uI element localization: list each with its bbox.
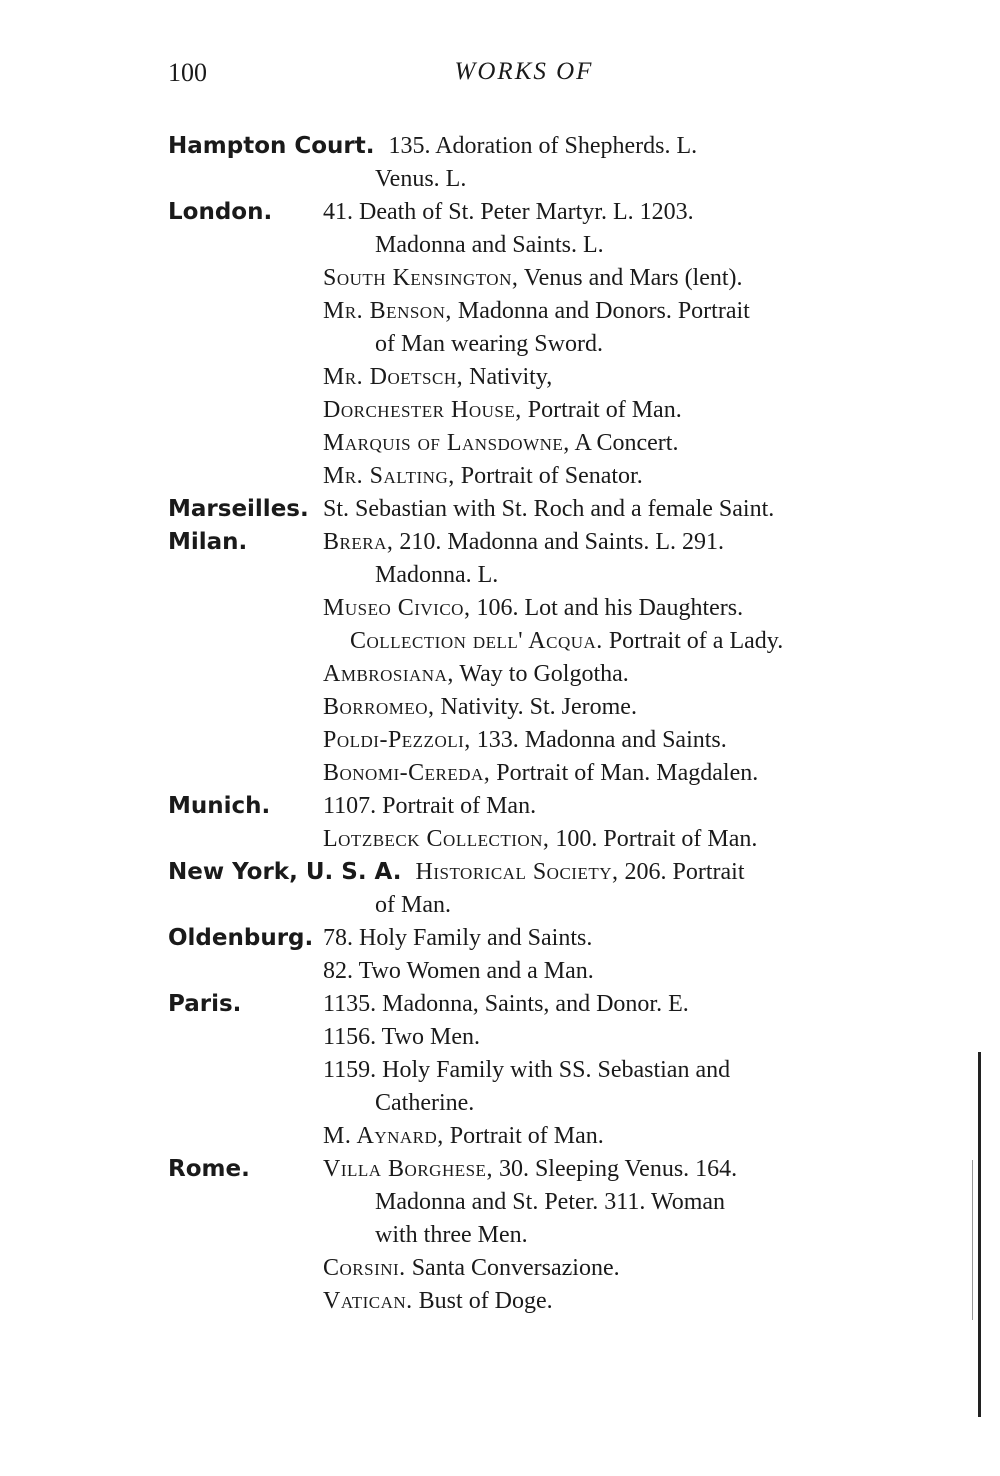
entry-line: 82. Two Women and a Man. [323, 958, 594, 984]
place-name: Munich. [168, 793, 271, 819]
entry-line: South Kensington, Venus and Mars (lent). [323, 265, 743, 291]
entry-line: 1156. Two Men. [323, 1024, 480, 1050]
entry-hampton-court [168, 130, 880, 196]
collection-name: Poldi-Pezzoli, [323, 727, 471, 753]
collection-name: Villa Borghese, [323, 1156, 493, 1182]
collection-name: Collection dell' Acqua. [350, 628, 603, 654]
entry-paris [168, 988, 880, 1153]
place-name: Paris. [168, 991, 242, 1017]
collection-name: M. Aynard, [323, 1123, 444, 1149]
collection-name: Bonomi-Cereda, [323, 760, 491, 786]
collection-name: Dorchester House, [323, 397, 522, 423]
entry-line: Mr. Doetsch, Nativity, [323, 364, 553, 390]
entry-line: Madonna and St. Peter. 311. Woman [375, 1189, 726, 1215]
entry-line: Mr. Benson, Madonna and Donors. Portrait [323, 298, 750, 324]
entry-munich [168, 790, 880, 856]
page-header [168, 58, 880, 98]
entry-line: Bonomi-Cereda, Portrait of Man. Magdalen. [323, 760, 759, 786]
entry-line: Historical Society, 206. Portrait [415, 859, 745, 885]
collection-name: Mr. Salting, [323, 463, 455, 489]
collection-name: Ambrosiana, [323, 661, 454, 687]
collection-name: South Kensington, [323, 265, 519, 291]
entry-new-york [168, 856, 880, 922]
entry-line: Collection dell' Acqua. Portrait of a Lady. [350, 628, 784, 654]
entry-line: Dorchester House, Portrait of Man. [323, 397, 682, 423]
entry-line: 41. Death of St. Peter Martyr. L. 1203. [323, 199, 694, 225]
entry-line: Marquis of Lansdowne, A Concert. [323, 430, 679, 456]
collection-name: Historical Society, [415, 859, 619, 885]
entry-line: Venus. L. [375, 166, 467, 192]
entry-line: 1107. Portrait of Man. [323, 793, 537, 819]
entry-line: 1135. Madonna, Saints, and Donor. E. [323, 991, 689, 1017]
place-name: Marseilles. [168, 496, 309, 522]
entry-line: Museo Civico, 106. Lot and his Daughters. [323, 595, 744, 621]
collection-name: Mr. Benson, [323, 298, 452, 324]
entry-line: Madonna. L. [375, 562, 499, 588]
entry-line: of Man wearing Sword. [375, 331, 603, 357]
entry-milan [168, 526, 880, 790]
entry-line: M. Aynard, Portrait of Man. [323, 1123, 604, 1149]
entry-line: 135. Adoration of Shepherds. L. [388, 133, 698, 159]
collection-name: Museo Civico, [323, 595, 471, 621]
entry-rome [168, 1153, 880, 1318]
entry-line: 1159. Holy Family with SS. Sebastian and [323, 1057, 731, 1083]
entry-line: St. Sebastian with St. Roch and a female Saint. [323, 496, 775, 522]
entry-line: Catherine. [375, 1090, 475, 1116]
running-title: WORKS OF [454, 58, 594, 85]
entry-london [168, 196, 880, 493]
scan-edge-shadow [978, 1052, 981, 1417]
catalogue-list [168, 130, 880, 1318]
place-name: New York, U. S. A. [168, 859, 402, 885]
place-name: London. [168, 199, 273, 225]
entry-line: Lotzbeck Collection, 100. Portrait of Man. [323, 826, 758, 852]
entry-line: with three Men. [375, 1222, 528, 1248]
scan-edge-line [972, 1160, 973, 1320]
entry-line: Ambrosiana, Way to Golgotha. [323, 661, 629, 687]
entry-line: of Man. [375, 892, 451, 918]
entry-line: Mr. Salting, Portrait of Senator. [323, 463, 643, 489]
entry-oldenburg [168, 922, 880, 988]
place-name: Milan. [168, 529, 248, 555]
entry-line: Poldi-Pezzoli, 133. Madonna and Saints. [323, 727, 727, 753]
entry-line: Vatican. Bust of Doge. [323, 1288, 553, 1314]
collection-name: Mr. Doetsch, [323, 364, 464, 390]
place-name: Oldenburg. [168, 925, 314, 951]
place-name: Hampton Court. [168, 133, 375, 159]
collection-name: Corsini. [323, 1255, 406, 1281]
page-number: 100 [168, 58, 207, 87]
collection-name: Borromeo, [323, 694, 435, 720]
entry-line: Brera, 210. Madonna and Saints. L. 291. [323, 529, 724, 555]
collection-name: Vatican. [323, 1288, 413, 1314]
entry-marseilles [168, 493, 880, 526]
entry-line: 78. Holy Family and Saints. [323, 925, 593, 951]
place-name: Rome. [168, 1156, 250, 1182]
collection-name: Marquis of Lansdowne, [323, 430, 570, 456]
entry-line: Borromeo, Nativity. St. Jerome. [323, 694, 637, 720]
collection-name: Brera, [323, 529, 394, 555]
entry-line: Corsini. Santa Conversazione. [323, 1255, 620, 1281]
collection-name: Lotzbeck Collection, [323, 826, 550, 852]
entry-line: Madonna and Saints. L. [375, 232, 604, 258]
entry-line: Villa Borghese, 30. Sleeping Venus. 164. [323, 1156, 738, 1182]
